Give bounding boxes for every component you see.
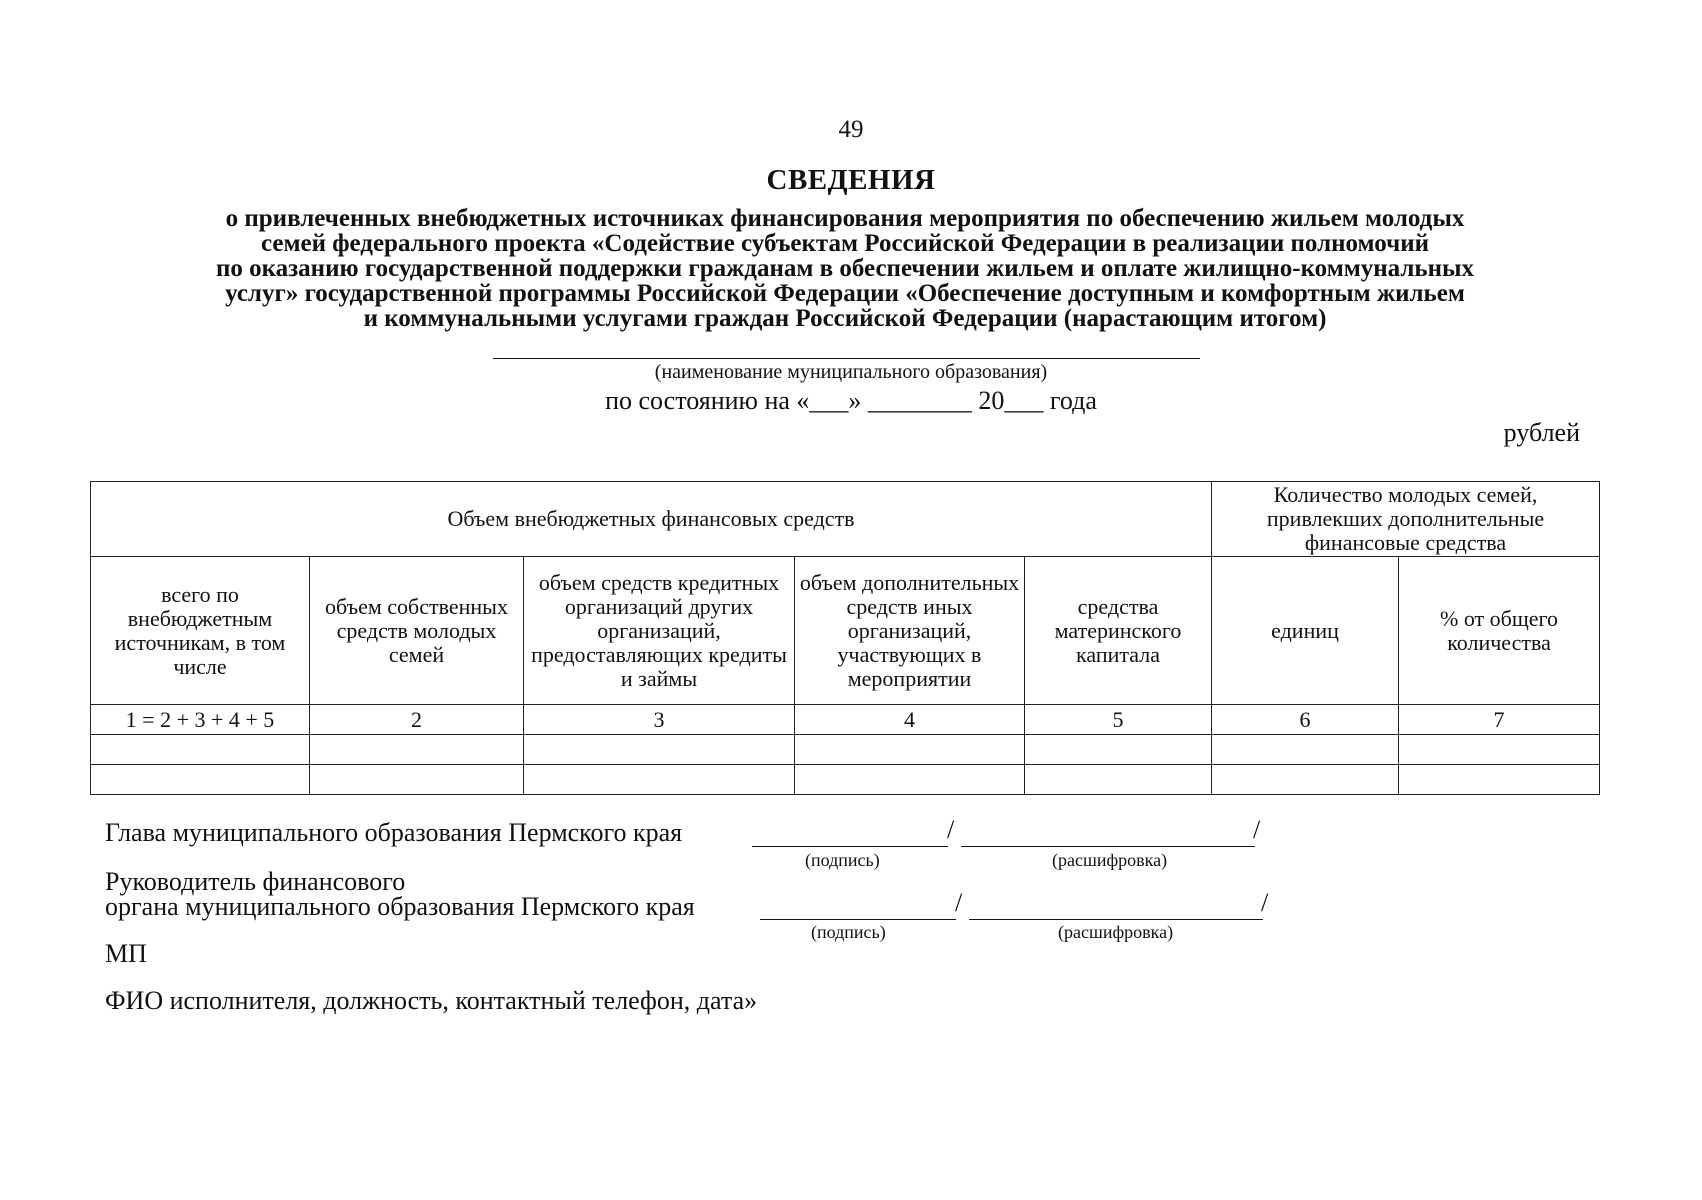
table-header-row	[91, 482, 1600, 557]
table-row	[91, 735, 1600, 765]
table-cell[interactable]	[1399, 735, 1600, 765]
head-decode-caption: (расшифровка)	[1052, 850, 1168, 870]
head-decode-line[interactable]	[961, 846, 1255, 847]
table-row	[91, 765, 1600, 795]
table-subheader-row	[91, 557, 1600, 705]
finance-decode-line[interactable]	[969, 919, 1263, 920]
table-cell[interactable]	[1399, 765, 1600, 795]
stamp-label: МП	[105, 939, 147, 968]
finance-signature-caption: (подпись)	[811, 922, 886, 942]
finance-decode-caption: (расшифровка)	[1058, 922, 1174, 942]
column-number: 7	[1399, 705, 1600, 735]
column-number: 4	[795, 705, 1025, 735]
subtitle-line: о привлеченных внебюджетных источниках финансирования мероприятия по обеспечению жильем молодых	[225, 205, 1465, 232]
finance-head-label-line2: органа муниципального образования Пермского края	[105, 892, 695, 921]
finance-signature-slash: /	[955, 888, 963, 917]
subtitle-line: услуг» государственной программы Российской Федерации «Обеспечение доступным и комфортным жильем	[225, 280, 1465, 307]
page-number: 49	[838, 116, 864, 143]
column-header-other-orgs: объем дополнительных средств иных организаций, участвующих в мероприятии	[795, 557, 1025, 705]
units-label: рублей	[1503, 418, 1580, 447]
subtitle-line: семей федерального проекта «Содействие субъектам Российской Федерации в реализации полномочий	[260, 230, 1430, 257]
column-header-units: единиц	[1212, 557, 1399, 705]
finance-head-label-line1: Руководитель финансового	[105, 867, 406, 896]
column-header-total: всего по внебюджетным источникам, в том числе	[91, 557, 310, 705]
executor-info-label: ФИО исполнителя, должность, контактный телефон, дата»	[105, 986, 758, 1015]
table-cell[interactable]	[795, 765, 1025, 795]
column-number-row	[91, 705, 1600, 735]
column-number: 3	[524, 705, 795, 735]
column-header-own-funds: объем собственных средств молодых семей	[310, 557, 524, 705]
table-cell[interactable]	[310, 765, 524, 795]
document-title: СВЕДЕНИЯ	[766, 164, 936, 196]
subtitle-line: и коммунальными услугами граждан Российской Федерации (нарастающим итогом)	[363, 305, 1327, 332]
head-signature-label: Глава муниципального образования Пермского края	[105, 818, 683, 847]
subtitle-line: по оказанию государственной поддержки гражданам в обеспечении жильем и оплате жилищно-коммунальных	[215, 255, 1475, 282]
table-cell[interactable]	[795, 735, 1025, 765]
column-number: 5	[1025, 705, 1212, 735]
head-signature-slash: /	[947, 815, 955, 844]
head-signature-line[interactable]	[752, 846, 948, 847]
municipality-name-caption: (наименование муниципального образования)	[654, 361, 1048, 383]
head-signature-caption: (подпись)	[805, 850, 880, 870]
column-number: 2	[310, 705, 524, 735]
funding-table	[90, 481, 1600, 795]
head-decode-slash: /	[1253, 815, 1261, 844]
column-number: 1 = 2 + 3 + 4 + 5	[91, 705, 310, 735]
table-cell[interactable]	[91, 735, 310, 765]
document-subtitle	[110, 206, 1580, 331]
column-header-credit-funds: объем средств кредитных организаций других организаций, предоставляющих кредиты и займы	[524, 557, 795, 705]
group-header-families: Количество молодых семей, привлекших дополнительные финансовые средства	[1212, 482, 1600, 557]
column-header-percent: % от общего количества	[1399, 557, 1600, 705]
table-cell[interactable]	[1212, 765, 1399, 795]
finance-decode-slash: /	[1261, 888, 1269, 917]
table-cell[interactable]	[1212, 735, 1399, 765]
column-header-maternity-capital: средства материнского капитала	[1025, 557, 1212, 705]
table-cell[interactable]	[524, 765, 795, 795]
table-cell[interactable]	[310, 735, 524, 765]
table-cell[interactable]	[524, 735, 795, 765]
group-header-funding: Объем внебюджетных финансовых средств	[91, 482, 1212, 557]
municipality-name-line[interactable]	[493, 358, 1200, 359]
report-date-line: по состоянию на «___» ________ 20___ года	[605, 386, 1097, 415]
table-cell[interactable]	[1025, 765, 1212, 795]
column-number: 6	[1212, 705, 1399, 735]
table-cell[interactable]	[91, 765, 310, 795]
table-cell[interactable]	[1025, 735, 1212, 765]
finance-signature-line[interactable]	[760, 919, 956, 920]
